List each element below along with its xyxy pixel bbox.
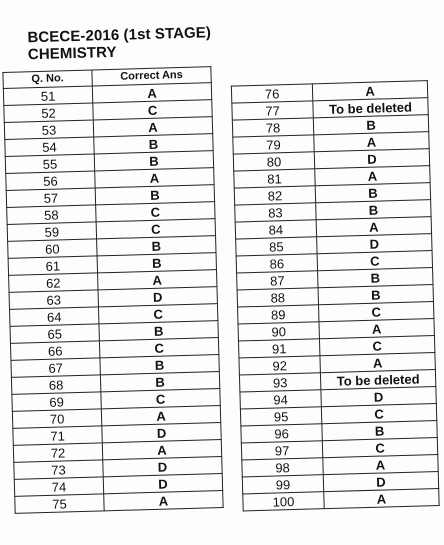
- question-number: 92: [239, 356, 320, 375]
- question-number: 70: [12, 409, 101, 428]
- correct-answer: D: [317, 234, 432, 254]
- correct-answer: To be deleted: [313, 98, 428, 118]
- question-number: 63: [9, 290, 98, 309]
- correct-answer: C: [98, 304, 217, 324]
- correct-answer: To be deleted: [320, 370, 435, 390]
- correct-answer: B: [95, 185, 214, 205]
- question-number: 76: [231, 84, 312, 103]
- question-number: 62: [9, 273, 98, 292]
- correct-answer: D: [314, 149, 429, 169]
- correct-answer: B: [97, 253, 216, 273]
- correct-answer: A: [92, 83, 211, 103]
- correct-answer: D: [103, 474, 222, 494]
- correct-answer: A: [315, 166, 430, 186]
- correct-answer: A: [323, 454, 438, 474]
- correct-answer: A: [95, 168, 214, 188]
- question-number: 98: [242, 458, 323, 477]
- correct-answer: A: [98, 270, 217, 290]
- correct-answer: C: [319, 336, 434, 356]
- question-number: 79: [233, 135, 314, 154]
- question-number: 93: [239, 373, 320, 392]
- correct-answer: B: [316, 200, 431, 220]
- correct-answer: A: [312, 81, 427, 101]
- question-number: 97: [241, 441, 322, 460]
- correct-answer: A: [316, 217, 431, 237]
- correct-answer: B: [97, 236, 216, 256]
- header-correct-ans: Correct Ans: [92, 67, 211, 86]
- question-number: 51: [3, 86, 92, 105]
- correct-answer: A: [324, 488, 439, 508]
- correct-answer: C: [322, 437, 437, 457]
- question-number: 67: [11, 358, 100, 377]
- question-number: 66: [10, 341, 99, 360]
- question-number: 85: [236, 237, 317, 256]
- question-number: 77: [232, 101, 313, 120]
- question-number: 71: [13, 426, 102, 445]
- correct-answer: A: [314, 132, 429, 152]
- correct-answer: A: [320, 353, 435, 373]
- question-number: 80: [233, 152, 314, 171]
- correct-answer: D: [103, 457, 222, 477]
- correct-answer: C: [319, 302, 434, 322]
- question-number: 89: [238, 305, 319, 324]
- correct-answer: C: [96, 202, 215, 222]
- correct-answer: B: [318, 268, 433, 288]
- question-number: 72: [13, 443, 102, 462]
- question-number: 88: [237, 288, 318, 307]
- correct-answer: B: [100, 355, 219, 375]
- question-number: 73: [14, 460, 103, 479]
- question-number: 87: [237, 271, 318, 290]
- answer-table-left: [2, 66, 223, 514]
- question-number: 81: [234, 169, 315, 188]
- question-number: 57: [6, 188, 95, 207]
- title-exam: BCECE-2016 (1st STAGE): [27, 24, 212, 47]
- correct-answer: B: [322, 421, 437, 441]
- correct-answer: B: [315, 183, 430, 203]
- question-number: 65: [10, 324, 99, 343]
- correct-answer: A: [104, 491, 223, 511]
- question-number: 53: [4, 120, 93, 139]
- question-number: 91: [238, 339, 319, 358]
- correct-answer: C: [101, 389, 220, 409]
- question-number: 82: [234, 186, 315, 205]
- correct-answer: D: [98, 287, 217, 307]
- correct-answer: A: [101, 406, 220, 426]
- question-number: 96: [241, 424, 322, 443]
- question-number: 58: [7, 205, 96, 224]
- correct-answer: B: [318, 285, 433, 305]
- question-number: 100: [243, 492, 324, 511]
- question-number: 68: [11, 375, 100, 394]
- correct-answer: B: [99, 321, 218, 341]
- question-number: 74: [14, 477, 103, 496]
- document-title: [27, 24, 212, 63]
- question-number: 60: [8, 239, 97, 258]
- correct-answer: A: [319, 319, 434, 339]
- correct-answer: C: [93, 100, 212, 120]
- correct-answer: B: [94, 134, 213, 154]
- correct-answer: C: [96, 219, 215, 239]
- question-number: 84: [235, 220, 316, 239]
- answer-table-right: [231, 80, 440, 511]
- question-number: 59: [7, 222, 96, 241]
- question-number: 83: [235, 203, 316, 222]
- correct-answer: D: [323, 471, 438, 491]
- question-number: 75: [15, 494, 104, 513]
- question-number: 90: [238, 322, 319, 341]
- correct-answer: B: [313, 115, 428, 135]
- correct-answer: A: [93, 117, 212, 137]
- question-number: 61: [8, 256, 97, 275]
- question-number: 52: [4, 103, 93, 122]
- question-number: 54: [5, 137, 94, 156]
- question-number: 95: [240, 407, 321, 426]
- correct-answer: C: [321, 404, 436, 424]
- correct-answer: A: [102, 440, 221, 460]
- question-number: 99: [242, 475, 323, 494]
- header-question-no: Q. No.: [3, 70, 92, 88]
- question-number: 56: [6, 171, 95, 190]
- question-number: 64: [10, 307, 99, 326]
- correct-answer: C: [99, 338, 218, 358]
- question-number: 78: [232, 118, 313, 137]
- correct-answer: D: [102, 423, 221, 443]
- question-number: 86: [236, 254, 317, 273]
- question-number: 94: [240, 390, 321, 409]
- question-number: 55: [5, 154, 94, 173]
- title-subject: CHEMISTRY: [27, 43, 117, 64]
- correct-answer: D: [321, 387, 436, 407]
- correct-answer: C: [317, 251, 432, 271]
- question-number: 69: [12, 392, 101, 411]
- correct-answer: B: [94, 151, 213, 171]
- correct-answer: B: [100, 372, 219, 392]
